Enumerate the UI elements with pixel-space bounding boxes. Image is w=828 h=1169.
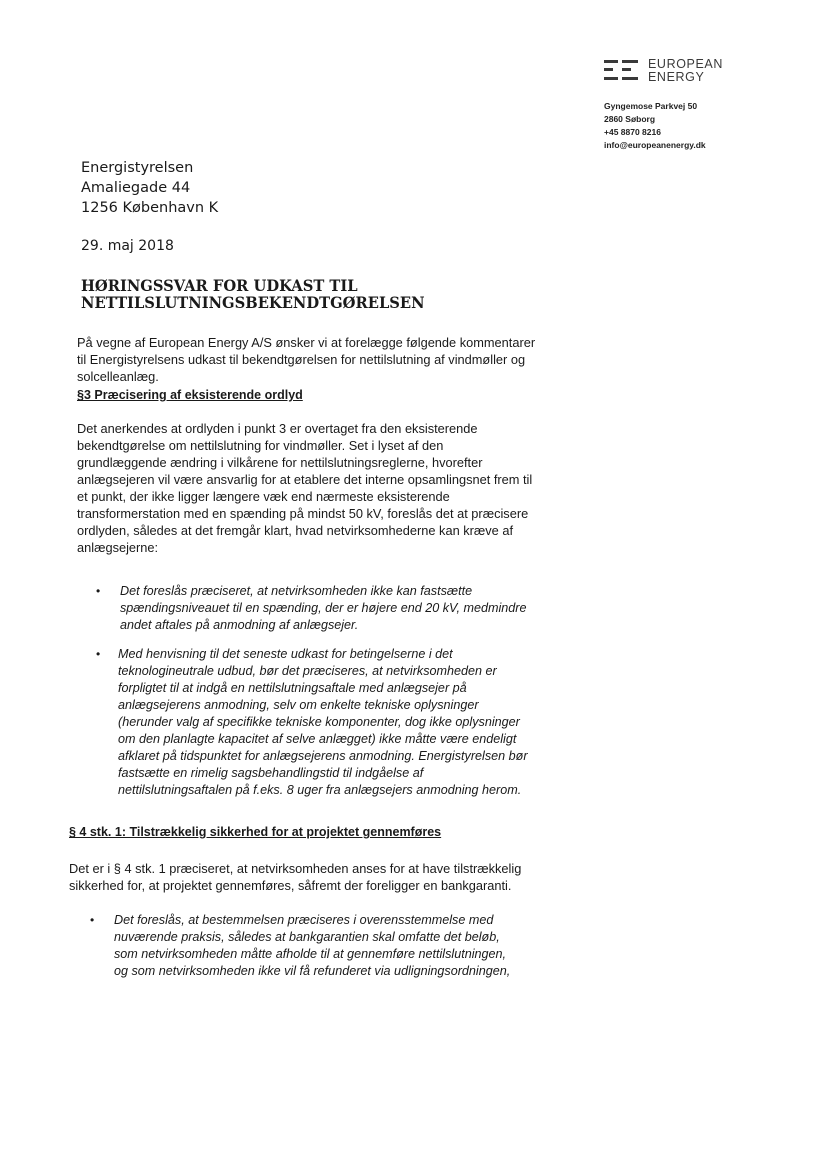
bullet-dot: • xyxy=(96,584,101,598)
body-line: bekendtgørelse om nettilslutning for vindmøller. Set i lyset af den xyxy=(77,438,444,453)
body-line: sikkerhed for, at projektet gennemføres, såfremt der foreligger en bankgaranti. xyxy=(69,878,512,893)
logo-mark-icon xyxy=(604,60,640,84)
section1-bullet-2 xyxy=(118,646,528,799)
sender-phone: +45 8870 8216 xyxy=(604,127,661,137)
intro-line: til Energistyrelsens udkast til bekendtgørelsen for nettilslutning af vindmøller og xyxy=(77,352,526,367)
section1-paragraph xyxy=(77,420,587,556)
bullet-line: nuværende praksis, således at bankgarantien skal omfatte det beløb, xyxy=(114,930,500,944)
body-line: ordlyden, således at det fremgår klart, hvad netvirksomhederne kan kræve af xyxy=(77,523,514,538)
body-line: anlægsejerne: xyxy=(77,540,159,555)
bullet-line: fastsætte en rimelig sagsbehandlingstid til indgåelse af xyxy=(118,766,424,780)
bullet-dot: • xyxy=(90,913,95,927)
bullet-line: Med henvisning til det seneste udkast for betingelserne i det xyxy=(118,647,453,661)
bullet-line: som netvirksomheden måtte afholde til at gennemføre nettilslutningen, xyxy=(114,947,507,961)
intro-line: På vegne af European Energy A/S ønsker vi at forelægge følgende kommentarer xyxy=(77,335,536,350)
logo-text-line1: EUROPEAN xyxy=(648,57,723,71)
sender-email[interactable]: info@europeanenergy.dk xyxy=(604,140,706,150)
intro-paragraph xyxy=(77,334,587,385)
body-line: anlægsejeren vil være ansvarlig for at etablere det interne opsamlingsnet frem til xyxy=(77,472,533,487)
intro-line: solcelleanlæg. xyxy=(77,369,159,384)
body-line: et punkt, der ikke ligger længere væk end nærmeste eksisterende xyxy=(77,489,450,504)
bullet-line: (herunder valg af specifikke tekniske komponenter, dog ikke oplysninger xyxy=(118,715,520,729)
title-line-2: NETTILSLUTNINGSBEKENDTGØRELSEN xyxy=(81,293,425,312)
bullet-line: og som netvirksomheden ikke vil få refunderet via udligningsordningen, xyxy=(114,964,511,978)
document-title xyxy=(81,277,425,311)
body-line: grundlæggende ændring i vilkårene for nettilslutningsreglerne, hvorefter xyxy=(77,455,483,470)
bullet-line: Det foreslås præciseret, at netvirksomheden ikke kan fastsætte xyxy=(120,584,473,598)
bullet-line: andet aftales på anmodning af anlægsejer. xyxy=(120,618,359,632)
section1-heading: §3 Præcisering af eksisterende ordlyd xyxy=(77,388,303,402)
recipient-street: Amaliegade 44 xyxy=(81,180,191,196)
bullet-line: om den planlagte kapacitet af selve anlægget) ikke måtte være endeligt xyxy=(118,732,517,746)
logo-text-line2: ENERGY xyxy=(648,70,705,84)
sender-street: Gyngemose Parkvej 50 xyxy=(604,101,698,111)
section2-paragraph xyxy=(69,860,579,894)
body-line: Det anerkendes at ordlyden i punkt 3 er overtaget fra den eksisterende xyxy=(77,421,478,436)
bullet-dot: • xyxy=(96,647,101,661)
section1-bullet-1 xyxy=(120,583,527,634)
bullet-line: nettilslutningsaftalen på f.eks. 8 uger fra anlægsejers anmodning herom. xyxy=(118,783,522,797)
body-line: Det er i § 4 stk. 1 præciseret, at netvirksomheden anses for at have tilstrækkelig xyxy=(69,861,522,876)
sender-city: 2860 Søborg xyxy=(604,114,656,124)
bullet-line: Det foreslås, at bestemmelsen præciseres i overensstemmelse med xyxy=(114,913,494,927)
bullet-line: afklaret på tidspunktet for anlægsejerens anmodning. Energistyrelsen bør xyxy=(118,749,528,763)
recipient-city: 1256 København K xyxy=(81,200,219,216)
european-energy-logo xyxy=(604,58,734,86)
sender-address xyxy=(604,100,706,152)
bullet-line: teknologineutrale udbud, bør det præciseres, at netvirksomheden er xyxy=(118,664,497,678)
section2-heading: § 4 stk. 1: Tilstrækkelig sikkerhed for at projektet gennemføres xyxy=(69,825,442,839)
recipient-address xyxy=(81,158,218,218)
bullet-line: anlægsejerens anmodning, selv om enkelte tekniske oplysninger xyxy=(118,698,479,712)
bullet-line: spændingsniveauet til en spænding, der er højere end 20 kV, medmindre xyxy=(120,601,527,615)
bullet-line: forpligtet til at indgå en nettilslutningsaftale med anlægsejer på xyxy=(118,681,467,695)
title-line-1: HØRINGSSVAR FOR UDKAST TIL xyxy=(81,276,358,295)
section2-bullet-1 xyxy=(114,912,510,980)
letter-date: 29. maj 2018 xyxy=(81,238,174,254)
body-line: transformerstation med en spænding på mindst 50 kV, foreslås det at præcisere xyxy=(77,506,529,521)
recipient-name: Energistyrelsen xyxy=(81,160,194,176)
